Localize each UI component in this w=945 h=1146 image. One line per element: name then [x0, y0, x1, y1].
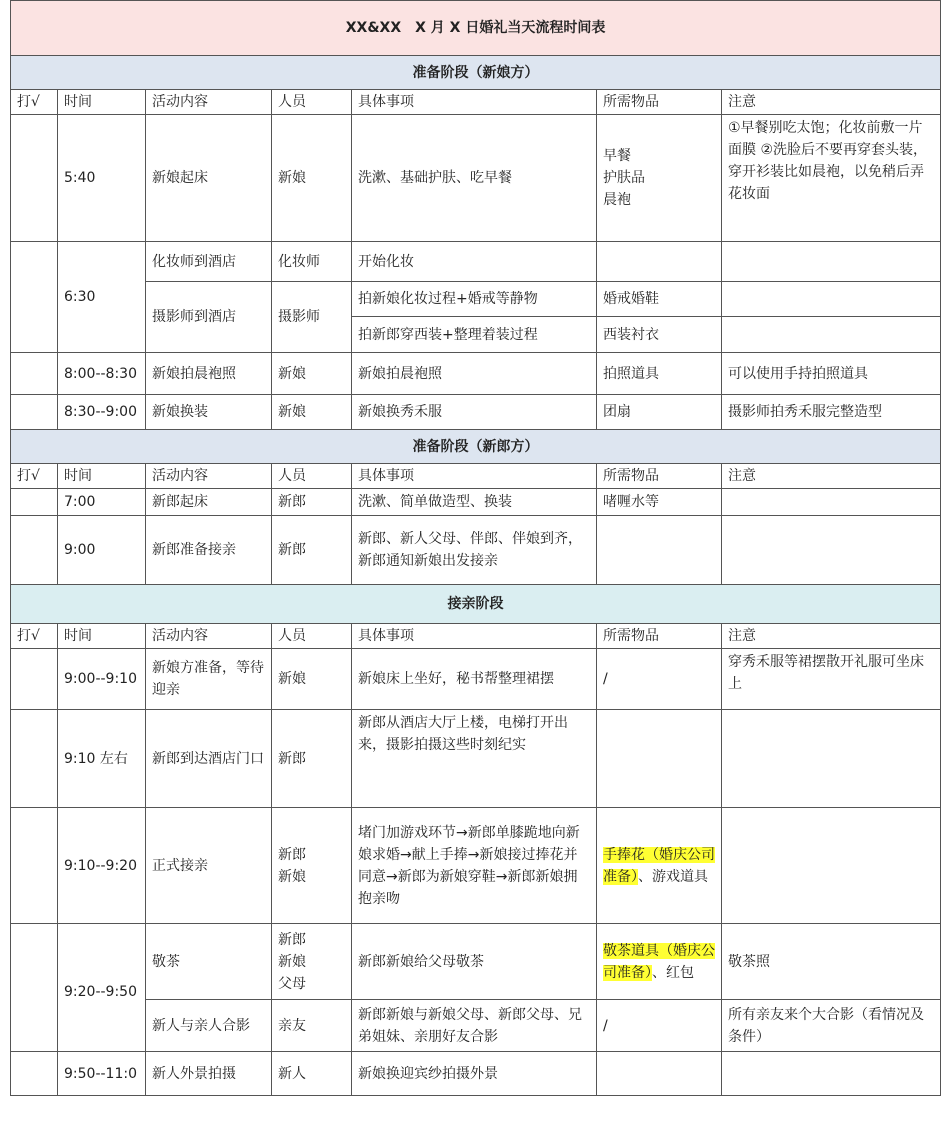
activity-cell: 新郎起床	[146, 489, 272, 516]
items-cell: 婚戒婚鞋	[597, 282, 722, 317]
header-notes: 注意	[722, 90, 941, 115]
section-title-pickup: 接亲阶段	[11, 585, 941, 624]
header-row	[11, 464, 941, 489]
people-cell: 亲友	[272, 1000, 352, 1052]
items-cell	[597, 808, 722, 924]
header-time: 时间	[58, 624, 146, 649]
header-check: 打√	[11, 464, 58, 489]
check-cell[interactable]	[11, 1052, 58, 1096]
people-cell: 新郎	[272, 489, 352, 516]
wedding-schedule-table	[10, 0, 941, 1096]
people-cell: 新娘	[272, 649, 352, 710]
notes-cell: 穿秀禾服等裙摆散开礼服可坐床上	[722, 649, 941, 710]
notes-cell	[722, 489, 941, 516]
header-items: 所需物品	[597, 624, 722, 649]
highlighted-item: 敬茶道具（婚庆公司准备）	[603, 942, 715, 981]
people-cell: 新娘	[272, 395, 352, 430]
details-cell: 拍新郎穿西装+整理着装过程	[352, 317, 597, 353]
check-cell[interactable]	[11, 924, 58, 1052]
notes-cell	[722, 1052, 941, 1096]
header-people: 人员	[272, 90, 352, 115]
details-cell: 洗漱、基础护肤、吃早餐	[352, 115, 597, 242]
items-cell: 早餐 护肤品 晨袍	[597, 115, 722, 242]
notes-cell	[722, 808, 941, 924]
time-text: 9:20--9:50	[64, 983, 137, 1000]
time-cell: 8:00--8:30	[58, 353, 146, 395]
check-cell[interactable]	[11, 710, 58, 808]
activity-cell: 新娘起床	[146, 115, 272, 242]
header-notes: 注意	[722, 464, 941, 489]
table-row	[11, 395, 941, 430]
section-row	[11, 585, 941, 624]
item-text: 、游戏道具	[638, 868, 708, 885]
table-row	[11, 282, 941, 317]
items-cell: 团扇	[597, 395, 722, 430]
header-activity: 活动内容	[146, 464, 272, 489]
items-cell	[597, 1052, 722, 1096]
people-cell: 新郎	[272, 710, 352, 808]
check-cell[interactable]	[11, 353, 58, 395]
header-details: 具体事项	[352, 90, 597, 115]
time-cell: 9:50--11:0	[58, 1052, 146, 1096]
people-cell: 新娘	[272, 353, 352, 395]
items-cell	[597, 710, 722, 808]
header-activity: 活动内容	[146, 624, 272, 649]
activity-cell: 化妆师到酒店	[146, 242, 272, 282]
section-row	[11, 56, 941, 90]
time-cell	[58, 924, 146, 1052]
check-cell[interactable]	[11, 115, 58, 242]
details-cell: 洗漱、简单做造型、换装	[352, 489, 597, 516]
items-cell: /	[597, 1000, 722, 1052]
notes-cell	[722, 282, 941, 317]
details-cell: 堵门加游戏环节→新郎单膝跪地向新娘求婚→献上手捧→新娘接过捧花并同意→新郎为新娘穿鞋→新郎新娘拥抱亲吻	[352, 808, 597, 924]
highlighted-item: 手捧花（婚庆公司准备）	[603, 846, 715, 885]
table-row	[11, 516, 941, 585]
header-activity: 活动内容	[146, 90, 272, 115]
notes-cell: 摄影师拍秀禾服完整造型	[722, 395, 941, 430]
header-details: 具体事项	[352, 624, 597, 649]
header-time: 时间	[58, 464, 146, 489]
table-row	[11, 115, 941, 242]
details-cell: 新郎新娘与新娘父母、新郎父母、兄弟姐妹、亲朋好友合影	[352, 1000, 597, 1052]
notes-cell: 敬茶照	[722, 924, 941, 1000]
time-cell: 9:00--9:10	[58, 649, 146, 710]
table-row	[11, 924, 941, 1000]
items-cell	[597, 516, 722, 585]
items-cell: 拍照道具	[597, 353, 722, 395]
details-cell: 开始化妆	[352, 242, 597, 282]
check-cell[interactable]	[11, 649, 58, 710]
items-cell	[597, 242, 722, 282]
header-people: 人员	[272, 464, 352, 489]
section-title-bride-prep: 准备阶段（新娘方）	[11, 56, 941, 90]
header-row	[11, 90, 941, 115]
section-title-groom-prep: 准备阶段（新郎方）	[11, 430, 941, 464]
header-notes: 注意	[722, 624, 941, 649]
time-cell: 8:30--9:00	[58, 395, 146, 430]
details-cell: 拍新娘化妆过程+婚戒等静物	[352, 282, 597, 317]
people-cell: 摄影师	[272, 282, 352, 353]
time-cell: 9:10--9:20	[58, 808, 146, 924]
check-cell[interactable]	[11, 808, 58, 924]
time-cell: 7:00	[58, 489, 146, 516]
check-cell[interactable]	[11, 516, 58, 585]
people-cell: 新娘	[272, 115, 352, 242]
table-row	[11, 1052, 941, 1096]
item-text: 、红包	[652, 964, 694, 981]
activity-cell: 敬茶	[146, 924, 272, 1000]
activity-cell: 新郎到达酒店门口	[146, 710, 272, 808]
activity-cell: 摄影师到酒店	[146, 282, 272, 353]
details-cell: 新娘换迎宾纱拍摄外景	[352, 1052, 597, 1096]
activity-cell: 新郎准备接亲	[146, 516, 272, 585]
details-cell: 新娘床上坐好，秘书帮整理裙摆	[352, 649, 597, 710]
details-cell: 新郎、新人父母、伴郎、伴娘到齐，新郎通知新娘出发接亲	[352, 516, 597, 585]
check-cell[interactable]	[11, 489, 58, 516]
table-row	[11, 1000, 941, 1052]
time-cell: 9:10 左右	[58, 710, 146, 808]
header-people: 人员	[272, 624, 352, 649]
activity-cell: 正式接亲	[146, 808, 272, 924]
header-items: 所需物品	[597, 90, 722, 115]
items-cell: /	[597, 649, 722, 710]
details-cell: 新娘换秀禾服	[352, 395, 597, 430]
activity-cell: 新娘拍晨袍照	[146, 353, 272, 395]
table-row	[11, 242, 941, 282]
details-cell: 新郎从酒店大厅上楼，电梯打开出来，摄影拍摄这些时刻纪实	[352, 710, 597, 808]
check-cell[interactable]	[11, 395, 58, 430]
table-row	[11, 353, 941, 395]
people-cell: 新郎 新娘 父母	[272, 924, 352, 1000]
check-cell[interactable]	[11, 242, 58, 353]
table-row	[11, 649, 941, 710]
header-row	[11, 624, 941, 649]
notes-cell: 可以使用手持拍照道具	[722, 353, 941, 395]
table-row	[11, 808, 941, 924]
details-cell: 新娘拍晨袍照	[352, 353, 597, 395]
activity-cell: 新人外景拍摄	[146, 1052, 272, 1096]
time-cell: 6:30	[58, 242, 146, 353]
items-cell: 啫喱水等	[597, 489, 722, 516]
header-items: 所需物品	[597, 464, 722, 489]
items-cell	[597, 924, 722, 1000]
notes-cell	[722, 242, 941, 282]
people-cell: 新郎	[272, 516, 352, 585]
title-row	[11, 1, 941, 56]
notes-cell: 所有亲友来个大合影（看情况及条件）	[722, 1000, 941, 1052]
activity-cell: 新人与亲人合影	[146, 1000, 272, 1052]
notes-cell	[722, 710, 941, 808]
notes-cell: ①早餐别吃太饱；化妆前敷一片面膜 ②洗脸后不要再穿套头装，穿开衫装比如晨袍，以免稍后弄花妆面	[722, 115, 941, 242]
time-cell: 5:40	[58, 115, 146, 242]
header-check: 打√	[11, 624, 58, 649]
header-details: 具体事项	[352, 464, 597, 489]
schedule-title: XX&XX X 月 X 日婚礼当天流程时间表	[11, 1, 941, 56]
notes-cell	[722, 516, 941, 585]
items-cell: 西装衬衣	[597, 317, 722, 353]
activity-cell: 新娘方准备，等待迎亲	[146, 649, 272, 710]
time-cell: 9:00	[58, 516, 146, 585]
table-row	[11, 489, 941, 516]
activity-cell: 新娘换装	[146, 395, 272, 430]
people-cell: 化妆师	[272, 242, 352, 282]
table-row	[11, 710, 941, 808]
notes-cell	[722, 317, 941, 353]
people-cell: 新人	[272, 1052, 352, 1096]
schedule-sheet	[10, 0, 940, 1096]
people-cell: 新郎 新娘	[272, 808, 352, 924]
details-cell: 新郎新娘给父母敬茶	[352, 924, 597, 1000]
section-row	[11, 430, 941, 464]
header-check: 打√	[11, 90, 58, 115]
header-time: 时间	[58, 90, 146, 115]
